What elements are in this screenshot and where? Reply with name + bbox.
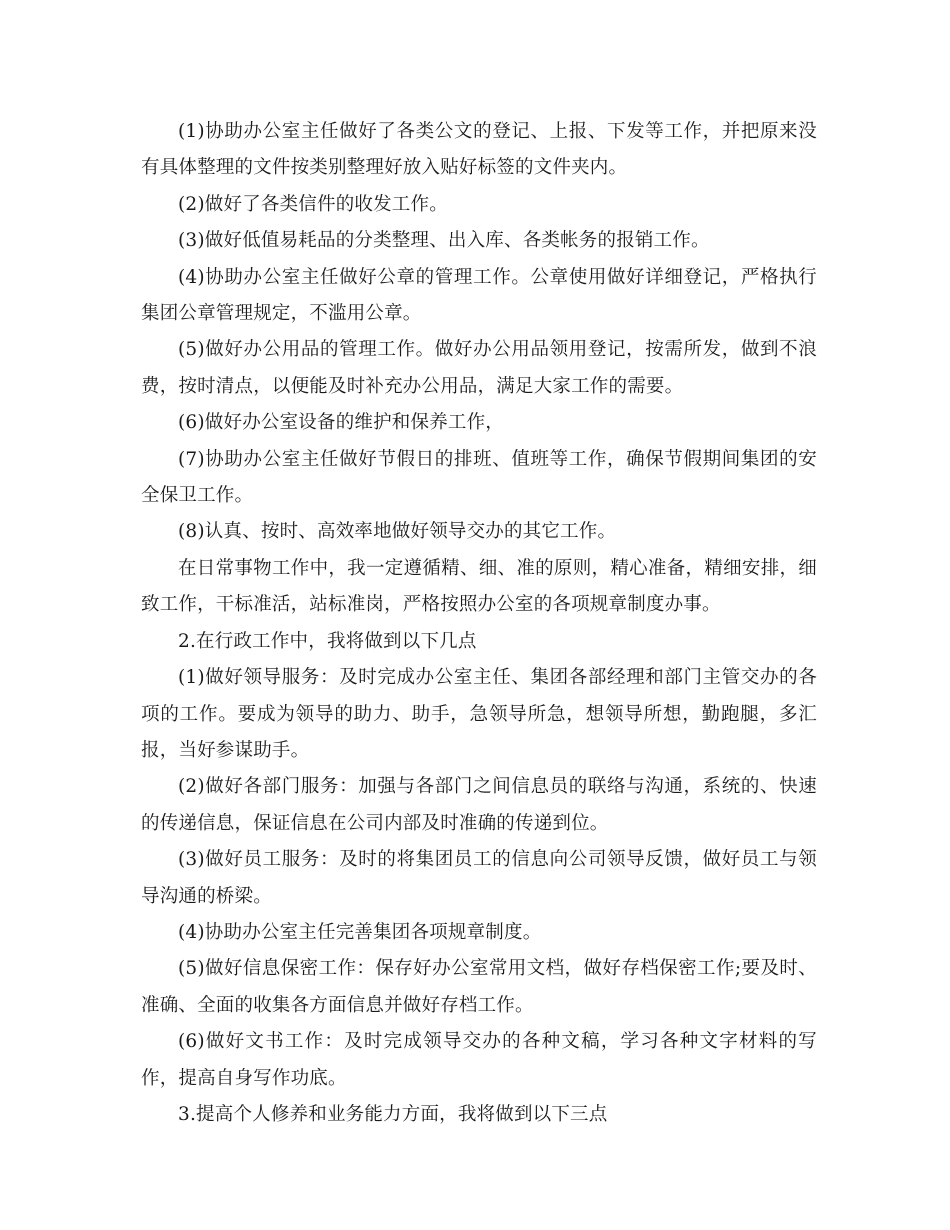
paragraph-3: (3)做好低值易耗品的分类整理、出入库、各类帐务的报销工作。: [178, 230, 710, 252]
paragraph-9: 在日常事物工作中，我一定遵循精、细、准的原则，精心准备，精细安排，细致工作，干标准活，站标准岗，严格按照办公室的各项规章制度办事。: [141, 557, 817, 616]
paragraph-7: (7)协助办公室主任做好节假日的排班、值班等工作，确保节假期间集团的安全保卫工作。: [141, 448, 817, 507]
paragraph-11: (1)做好领导服务：及时完成办公室主任、集团各部经理和部门主管交办的各项的工作。要成为领导的助力、助手，急领导所急，想领导所想，勤跑腿，多汇报，当好参谋助手。: [141, 667, 817, 761]
paragraph-2: (2)做好了各类信件的收发工作。: [178, 193, 448, 215]
paragraph-1: (1)协助办公室主任做好了各类公文的登记、上报、下发等工作，并把原来没有具体整理的文件按类别整理好放入贴好标签的文件夹内。: [141, 121, 817, 179]
paragraph-4: (4)协助办公室主任做好公章的管理工作。公章使用做好详细登记，严格执行集团公章管理规定，不滥用公章。: [141, 266, 817, 325]
paragraph-14: (4)协助办公室主任完善集团各项规章制度。: [178, 921, 542, 943]
paragraph-12: (2)做好各部门服务：加强与各部门之间信息员的联络与沟通，系统的、快速的传递信息，保证信息在公司内部及时准确的传递到位。: [141, 776, 817, 834]
paragraph-13: (3)做好员工服务：及时的将集团员工的信息向公司领导反馈，做好员工与领导沟通的桥梁。: [141, 849, 817, 907]
section-heading-2: 2.在行政工作中，我将做到以下几点: [178, 630, 477, 652]
paragraph-15: (5)做好信息保密工作：保存好办公室常用文档，做好存档保密工作;要及时、准确、全面的收集各方面信息并做好存档工作。: [141, 958, 817, 1016]
paragraph-5: (5)做好办公用品的管理工作。做好办公用品领用登记，按需所发，做到不浪费，按时清点，以便能及时补充办公用品，满足大家工作的需要。: [141, 339, 817, 397]
paragraph-8: (8)认真、按时、高效率地做好领导交办的其它工作。: [178, 521, 617, 543]
paragraph-6: (6)做好办公室设备的维护和保养工作，: [178, 412, 505, 434]
paragraph-16: (6)做好文书工作：及时完成领导交办的各种文稿，学习各种文字材料的写作，提高自身写作功底。: [141, 1031, 817, 1089]
document-body: [141, 114, 817, 1133]
section-heading-3: 3.提高个人修养和业务能力方面，我将做到以下三点: [178, 1103, 608, 1125]
